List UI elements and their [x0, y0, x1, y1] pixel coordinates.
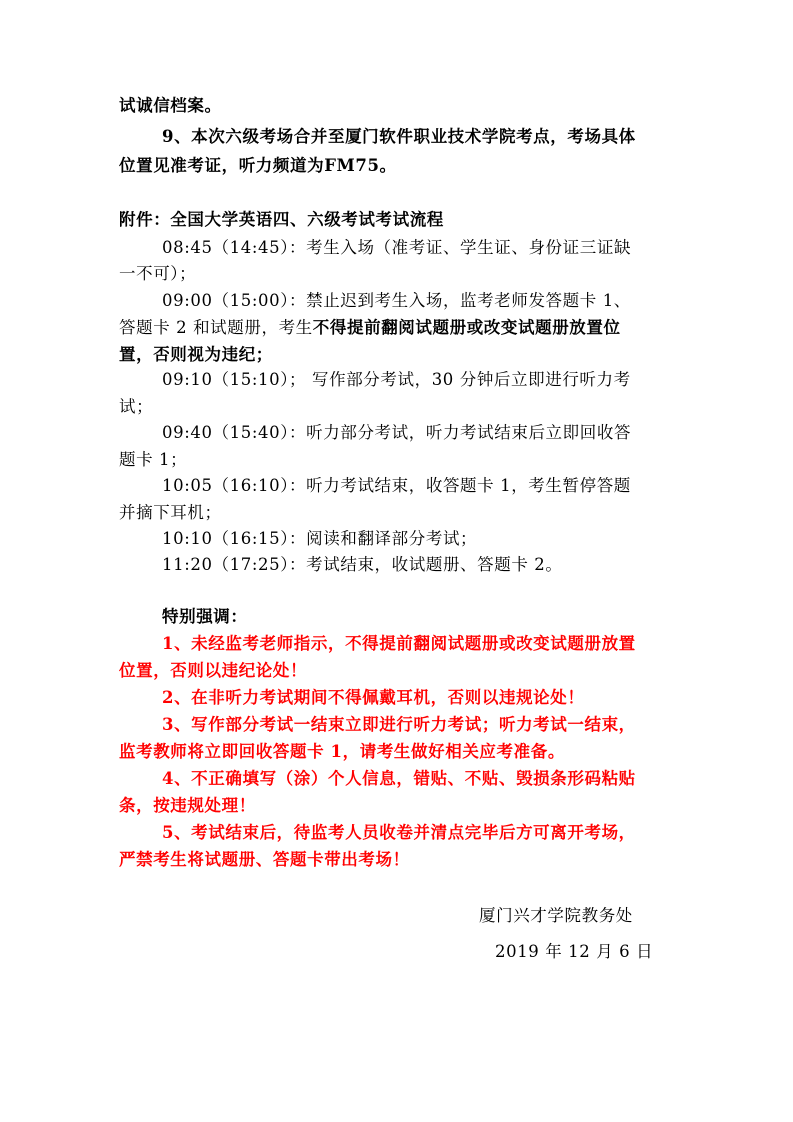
special-item: 2、在非听力考试期间不得佩戴耳机，否则以违规论处！	[162, 688, 585, 707]
special-item: 3、写作部分考试一结束立即进行听力考试；听力考试一结束，	[162, 715, 636, 734]
schedule-line: 09:00（15:00）：禁止迟到考生入场，监考老师发答题卡 1、	[162, 291, 631, 310]
schedule-line	[119, 316, 679, 340]
special-item: 条，按违规处理！	[119, 796, 256, 815]
special-item: 4、不正确填写（涂）个人信息，错贴、不贴、毁损条形码粘贴	[162, 769, 636, 788]
special-title: 特别强调：	[162, 607, 248, 626]
special-item: 严禁考生将试题册、答题卡带出考场！	[119, 850, 410, 869]
signature-org: 厦门兴才学院教务处	[479, 906, 633, 925]
schedule-line: 10:05（16:10）：听力考试结束，收答题卡 1，考生暂停答题	[162, 476, 631, 495]
paragraph-line: 9、本次六级考场合并至厦门软件职业技术学院考点，考场具体	[162, 127, 636, 146]
schedule-emphasis: 不得提前翻阅试题册或改变试题册放置位	[312, 318, 621, 337]
schedule-line: 置，否则视为违纪；	[119, 345, 273, 364]
schedule-line: 并摘下耳机；	[119, 503, 222, 522]
schedule-line: 题卡 1；	[119, 450, 188, 469]
paragraph-line: 试诚信档案。	[119, 96, 222, 115]
appendix-title: 附件：全国大学英语四、六级考试考试流程	[119, 210, 444, 229]
schedule-line: 09:10（15:10）； 写作部分考试，30 分钟后立即进行听力考	[162, 370, 631, 389]
special-item: 位置，否则以违纪论处！	[119, 661, 308, 680]
schedule-line: 11:20（17:25）：考试结束，收试题册、答题卡 2。	[162, 555, 563, 574]
paragraph-line: 位置见准考证，听力频道为FM75。	[119, 156, 397, 175]
schedule-line: 09:40（15:40）：听力部分考试，听力考试结束后立即回收答	[162, 423, 632, 442]
schedule-text: 答题卡 2 和试题册，考生	[119, 318, 313, 337]
special-item: 监考教师将立即回收答题卡 1，请考生做好相关应考准备。	[119, 742, 565, 761]
special-item: 1、未经监考老师指示，不得提前翻阅试题册或改变试题册放置	[162, 634, 636, 653]
schedule-line: 一不可）；	[119, 264, 197, 283]
schedule-line: 10:10（16:15）：阅读和翻译部分考试；	[162, 529, 478, 548]
schedule-line: 08:45（14:45）：考生入场（准考证、学生证、身份证三证缺	[162, 238, 632, 257]
special-item: 5、考试结束后，待监考人员收卷并清点完毕后方可离开考场，	[162, 823, 636, 842]
schedule-line: 试；	[119, 397, 154, 416]
signature-date: 2019 年 12 月 6 日	[495, 942, 654, 961]
